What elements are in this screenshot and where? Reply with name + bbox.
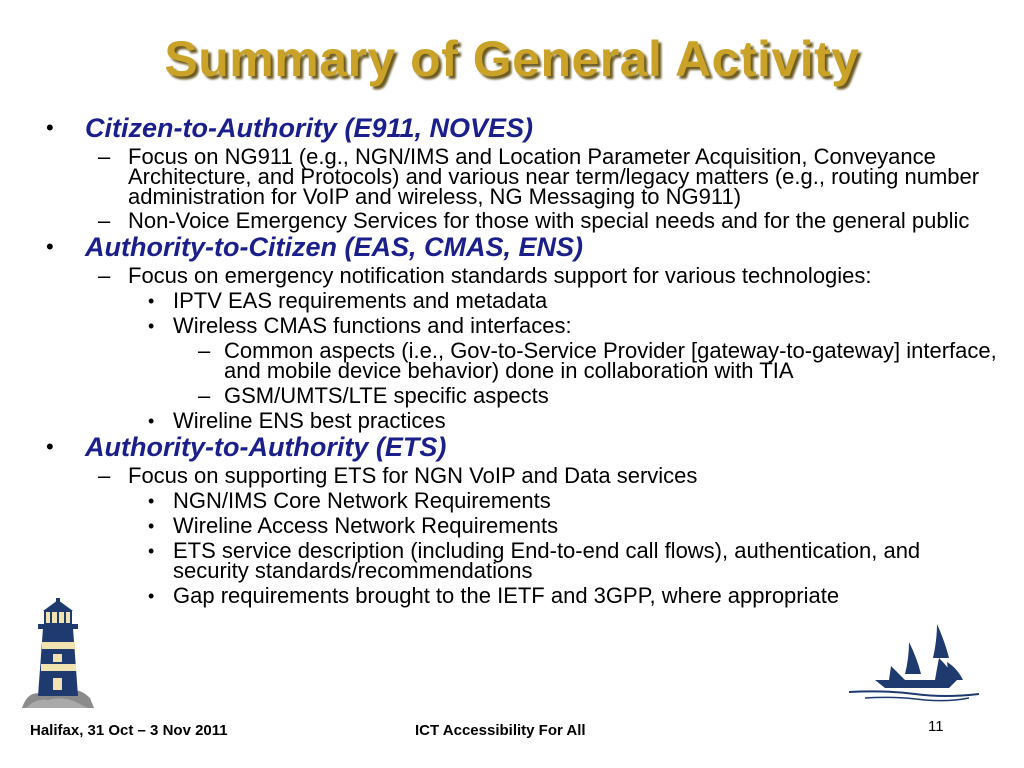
bullet-dot: • <box>148 411 155 431</box>
bullet-dot: • <box>148 491 155 511</box>
dash-bullet: – <box>98 144 111 169</box>
dash-bullet: – <box>98 463 111 488</box>
list-item: – Focus on emergency notification standards support for various technologies: <box>98 263 872 288</box>
list-item: • Wireline ENS best practices <box>148 408 446 433</box>
dash-bullet: – <box>98 263 111 288</box>
list-item: • ETS service description (including End-to-end call flows), authentication, and security standards/recommendations <box>148 538 921 583</box>
list-item: – GSM/UMTS/LTE specific aspects <box>198 383 549 408</box>
list-item: • NGN/IMS Core Network Requirements <box>148 488 551 513</box>
list-item: – Non-Voice Emergency Services for those with special needs and for the general public <box>98 208 970 233</box>
list-item: – Focus on supporting ETS for NGN VoIP and Data services <box>98 463 698 488</box>
bullet-dot: • <box>148 516 155 536</box>
bullet-dot: • <box>148 541 155 561</box>
dash-bullet: – <box>198 383 211 408</box>
bullet-dot: • <box>148 586 155 606</box>
footer-event-name: ICT Accessibility For All <box>415 722 586 739</box>
list-item: • Wireless CMAS functions and interfaces: <box>148 313 572 338</box>
list-item: • Wireline Access Network Requirements <box>148 513 559 538</box>
sailing-ship-icon <box>845 618 985 708</box>
list-item: – Focus on NG911 (e.g., NGN/IMS and Location Parameter Acquisition, Conveyance Architecture, and Protocols) and various near term/legacy matters (e.g., routing number administration for VoIP and wireless, NG Messaging to NG911) <box>98 144 980 209</box>
list-item: • IPTV EAS requirements and metadata <box>148 288 548 313</box>
section-heading-authority-to-citizen: • Authority-to-Citizen (EAS, CMAS, ENS) <box>46 232 583 262</box>
dash-bullet: – <box>98 208 111 233</box>
list-item: – Common aspects (i.e., Gov-to-Service Provider [gateway-to-gateway] interface, and mobile device behavior) done in collaboration with TIA <box>198 338 997 383</box>
lighthouse-icon <box>18 598 98 710</box>
page-number: 11 <box>928 718 944 735</box>
bullet-dot: • <box>46 234 54 259</box>
dash-bullet: – <box>198 338 211 363</box>
bullet-dot: • <box>46 434 54 459</box>
bullet-dot: • <box>148 291 155 311</box>
section-heading-authority-to-authority: • Authority-to-Authority (ETS) <box>46 432 447 462</box>
list-item: • Gap requirements brought to the IETF and 3GPP, where appropriate <box>148 583 840 608</box>
bullet-dot: • <box>46 115 54 140</box>
slide-content <box>40 112 1000 606</box>
slide-title: Summary of General Activity <box>164 31 860 87</box>
section-heading-citizen-to-authority: • Citizen-to-Authority (E911, NOVES) <box>46 113 534 143</box>
bullet-dot: • <box>148 316 155 336</box>
footer-location-date: Halifax, 31 Oct – 3 Nov 2011 <box>30 722 228 739</box>
